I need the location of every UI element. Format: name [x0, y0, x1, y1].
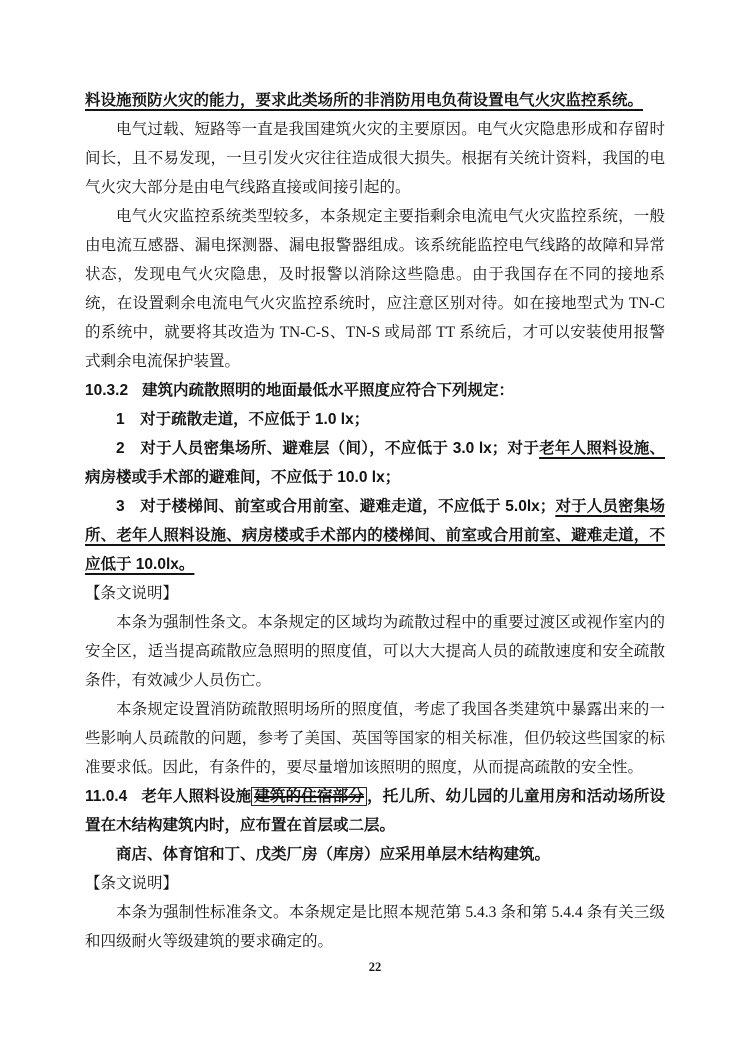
list-item-text: 病房楼或手术部的避难间，不应低于 10.0 lx； [85, 469, 401, 486]
section-heading-10-3-2 [85, 376, 665, 405]
section-text: ，托儿所、幼儿园的儿童用房和活动场所设置在木结构建筑内时，应布置在首层或二层。 [85, 788, 665, 834]
list-item-2 [85, 434, 665, 492]
list-item-number: 2 [116, 440, 125, 457]
list-item-text: 对于楼梯间、前室或合用前室、避难走道，不应低于 5.0lx； [140, 498, 556, 515]
section-text: 老年人照料设施 [141, 788, 252, 805]
revision-underlined-text: 老年人照料设施、 [539, 440, 665, 457]
revision-deleted-boxed-text: 建筑的住宿部分 [251, 787, 367, 806]
section-number: 10.3.2 [85, 382, 129, 399]
list-item-number: 3 [116, 498, 125, 515]
page-content [85, 86, 665, 956]
section-heading-11-0-4 [85, 782, 665, 840]
list-item-text: 对于人员密集场所、避难层（间），不应低于 3.0 lx；对于 [140, 440, 540, 457]
paragraph-note-mandatory: 本条为强制性条文。本条规定的区域均为疏散过程中的重要过渡区或视作室内的安全区，适当提高疏散应急照明的照度值，可以大大提高人员的疏散速度和安全疏散条件，有效减少人员伤亡。 [85, 614, 665, 689]
section-number: 11.0.4 [85, 788, 128, 805]
revision-underlined-text: 对于人员密集场所、老年人照料设施、病房楼或手术部内的楼梯间、前室或合用前室、避难走道，不应低于 10.0lx。 [85, 498, 665, 573]
list-item-3 [85, 492, 665, 579]
provision-continuation-line: 料设施预防火灾的能力，要求此类场所的非消防用电负荷设置电气火灾监控系统。 [85, 92, 644, 109]
paragraph-note-illuminance: 本条规定设置消防疏散照明场所的照度值，考虑了我国各类建筑中暴露出来的一些影响人员疏散的问题，参考了美国、英国等国家的相关标准，但仍较这些国家的标准要求低。因此，有条件的，要尽量增加该照明的照度，从而提高疏散的安全性。 [85, 701, 665, 776]
page-number: 22 [368, 960, 382, 974]
paragraph-electrical-fire-causes: 电气过载、短路等一直是我国建筑火灾的主要原因。电气火灾隐患形成和存留时间长，且不易发现，一旦引发火灾往往造成很大损失。根据有关统计资料，我国的电气火灾大部分是由电气线路直接或间接引起的。 [85, 121, 665, 196]
provision-paragraph-timber: 商店、体育馆和丁、戊类厂房（库房）应采用单层木结构建筑。 [116, 846, 551, 863]
list-item-number: 1 [116, 411, 125, 428]
list-item-text: 对于疏散走道，不应低于 1.0 lx； [140, 411, 370, 428]
paragraph-note-fire-resistance: 本条为强制性标准条文。本条规定是比照本规范第 5.4.3 条和第 5.4.4 条有关三级和四级耐火等级建筑的要求确定的。 [85, 904, 665, 950]
note-label: 【条文说明】 [85, 875, 179, 892]
list-item-1 [85, 405, 665, 434]
note-label: 【条文说明】 [85, 585, 179, 602]
section-title: 建筑内疏散照明的地面最低水平照度应符合下列规定： [142, 382, 515, 399]
paragraph-monitoring-system: 电气火灾监控系统类型较多，本条规定主要指剩余电流电气火灾监控系统，一般由电流互感器、漏电探测器、漏电报警器组成。该系统能监控电气线路的故障和异常状态，发现电气火灾隐患，及时报警以消除这些隐患。由于我国存在不同的接地系统，在设置剩余电流电气火灾监控系统时，应注意区别对待。如在接地型式为 TN-C 的系统中，就要将其改造为 TN-C-S、TN-S 或局部 TT 系统后，才可以安装使用报警式剩余电流保护装置。 [85, 208, 665, 370]
